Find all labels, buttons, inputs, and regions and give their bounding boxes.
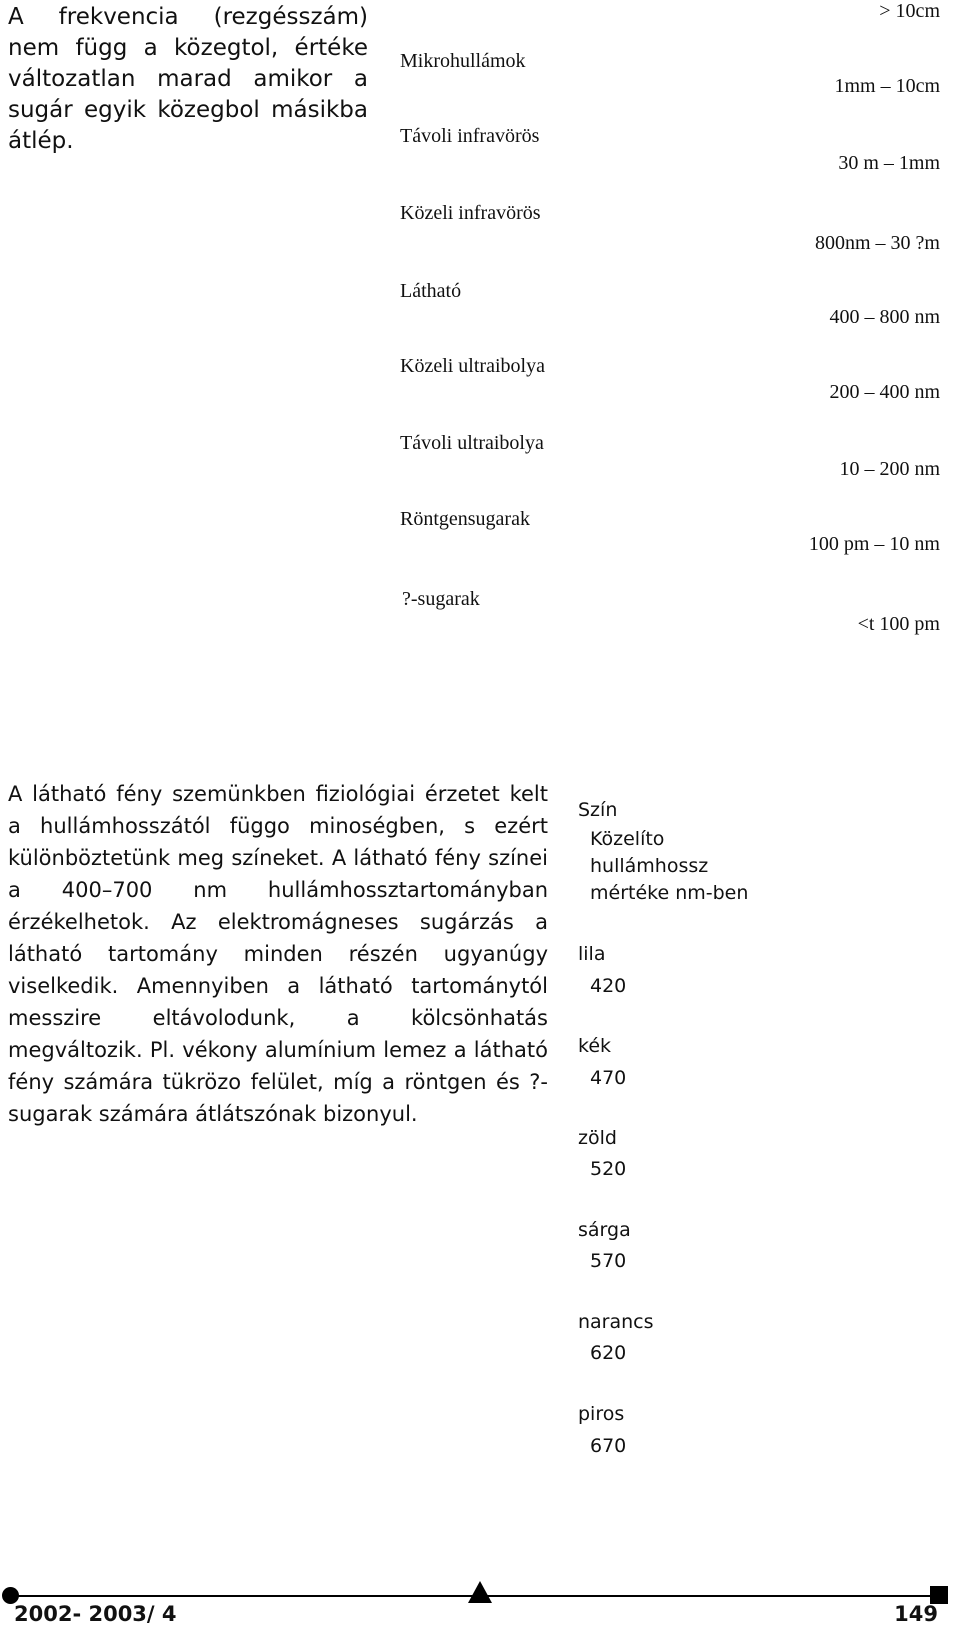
table-wavelength: 420 [590,975,627,997]
table-header-wavelength-1: Közelíto [590,828,665,850]
table-color: kék [578,1035,612,1057]
spectrum-range-near-infrared: 800nm – 30 ?m [815,232,940,254]
spectrum-range-far-uv: 10 – 200 nm [839,458,940,480]
spectrum-range-microwave: 1mm – 10cm [834,75,940,97]
table-color: narancs [578,1311,654,1333]
spectrum-range-gamma: <t 100 pm [857,613,940,635]
spectrum-name-far-uv: Távoli ultraibolya [400,432,544,454]
table-color: sárga [578,1219,631,1241]
main-paragraph: A látható fény szemünkben fiziológiai érzetet kelt a hullámhosszától függo minoségben, s ezért különböztetünk meg színeket. A látható fény színei a 400–700 nm hullámhossztartományban érzékelhetok. Az elektromágneses sugárzás a látható tartomány minden részén ugyanúgy viselkedik. Amennyiben a látható tartománytól messzire eltávolodunk, a kölcsönhatás megváltozik. Pl. vékony alumínium lemez a látható fény számára tükrözo felület, míg a röntgen és ?-sugarak számára átlátszónak bizonyul. [8,782,548,1126]
spectrum-range-xray: 100 pm – 10 nm [808,533,940,555]
footer-issue: 2002- 2003/ 4 [14,1602,177,1626]
intro-text-block [8,2,368,157]
spectrum-range-near-uv: 200 – 400 nm [829,381,940,403]
table-header-color: Szín [578,799,618,821]
table-header-wavelength-3: mértéke nm-ben [590,882,749,904]
spectrum-range-visible: 400 – 800 nm [829,306,940,328]
table-wavelength: 470 [590,1067,627,1089]
spectrum-name-xray: Röntgensugarak [400,508,530,530]
spectrum-name-visible: Látható [400,280,462,302]
table-wavelength: 670 [590,1435,627,1457]
table-color: zöld [578,1127,617,1149]
table-color: piros [578,1403,625,1425]
spectrum-name-near-uv: Közeli ultraibolya [400,355,545,377]
table-header-wavelength-2: hullámhossz [590,855,709,877]
table-color: lila [578,943,606,965]
spectrum-range-microwave-upper: > 10cm [879,0,940,22]
intro-text: A frekvencia (rezgésszám) nem függ a közegtol, értéke változatlan marad amikor a sugár egyik közegbol másikba átlép. [8,4,368,154]
table-wavelength: 620 [590,1342,627,1364]
footer-triangle-icon [468,1581,492,1603]
spectrum-name-near-infrared: Közeli infravörös [400,202,541,224]
spectrum-name-microwave: Mikrohullámok [400,50,526,72]
footer-page-number: 149 [894,1602,938,1626]
spectrum-range-far-infrared: 30 m – 1mm [838,152,940,174]
table-wavelength: 520 [590,1158,627,1180]
main-paragraph-block [8,778,548,1130]
spectrum-name-gamma: ?-sugarak [402,588,480,610]
table-wavelength: 570 [590,1250,627,1272]
spectrum-name-far-infrared: Távoli infravörös [400,125,540,147]
